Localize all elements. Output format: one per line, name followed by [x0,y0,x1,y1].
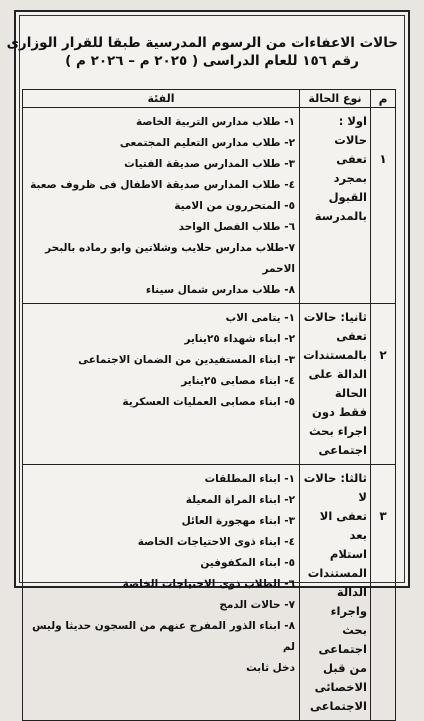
category-item: ٥- ابناء مصابى العمليات العسكرية [122,396,295,408]
category-item: ٨- طلاب مدارس شمال سيناء [145,284,295,296]
category-item: ١- ابناء المطلقات [204,473,295,485]
category-item: ٧- حالات الدمج [219,599,295,611]
category-item: ٤- طلاب المدارس صديقة الاطفال فى ظروف صعبة [30,179,295,191]
category-item: ٢- طلاب مدارس التعليم المجتمعى [119,137,295,149]
category-item: ٧-طلاب مدارس حلايب وشلاتين وابو رماده بالبحر الاحمر [45,242,295,275]
category-cell [23,304,300,465]
header-type: نوع الحالة [300,90,371,108]
row-number: ٢ [379,348,387,362]
row-number: ١ [379,152,387,166]
row-num-cell [371,304,396,465]
title-line-1: حالات الاعفاءات من الرسوم المدرسية طبقا للقرار الوزارى [6,35,398,51]
category-item: ٣- ابناء المستفيدين من الضمان الاجتماعى [78,354,295,366]
category-item: ٤- ابناء ذوى الاحتياجات الخاصة [137,536,295,548]
category-item: ٣- طلاب المدارس صديقة الفتيات [124,158,295,170]
case-type-text: اولا : حالات تعفى بمجرد القبول بالمدرسة [314,114,367,223]
document-title [6,34,398,70]
category-item: ٦- الطلاب ذوى الاحتياجات الخاصة [122,578,295,590]
category-item: ٨- ابناء الذور المفرج عنهم من السجون حديثا وليس لم دخل ثابت [32,620,295,674]
case-type-cell [300,304,371,465]
category-item: ٥- ابناء المكفوفين [200,557,295,569]
row-num-cell [371,108,396,304]
category-item: ٦- طلاب الفصل الواحد [178,221,295,233]
category-item: ٣- ابناء مهجورة العائل [181,515,295,527]
row-num-cell [371,465,396,721]
table-row [23,465,396,721]
category-item: ٤- ابناء مصابى ٢٥يناير [181,375,295,387]
title-line-2: رقم ١٥٦ للعام الدراسى ( ٢٠٢٥ م – ٢٠٢٦ م ) [65,53,359,69]
category-item: ٢- ابناء المراة المعيلة [185,494,295,506]
category-item: ٢- ابناء شهداء ٢٥يناير [184,333,295,345]
header-num: م [371,90,396,108]
table-header-row [23,90,396,108]
category-item: ١- طلاب مدارس التربية الخاصة [135,116,295,128]
row-number: ٣ [379,509,387,523]
case-type-text: ثانيا: حالات تعفى بالمستندات الدالة على الحالة فقط دون اجراء بحث اجتماعى [303,310,367,457]
case-type-cell [300,465,371,721]
case-type-cell [300,108,371,304]
category-item: ١- يتامى الاب [225,312,295,324]
table-row [23,304,396,465]
category-cell [23,465,300,721]
category-cell [23,108,300,304]
exemptions-table [22,89,396,721]
category-item: ٥- المتحررون من الامية [174,200,295,212]
case-type-text: ثالثا: حالات لا تعفى الا بعد استلام المستندات الدالة واجراء بحث اجتماعى من قبل الاخصائى الاجتماعى [303,471,367,713]
table-row [23,108,396,304]
header-category: الفئة [23,90,300,108]
